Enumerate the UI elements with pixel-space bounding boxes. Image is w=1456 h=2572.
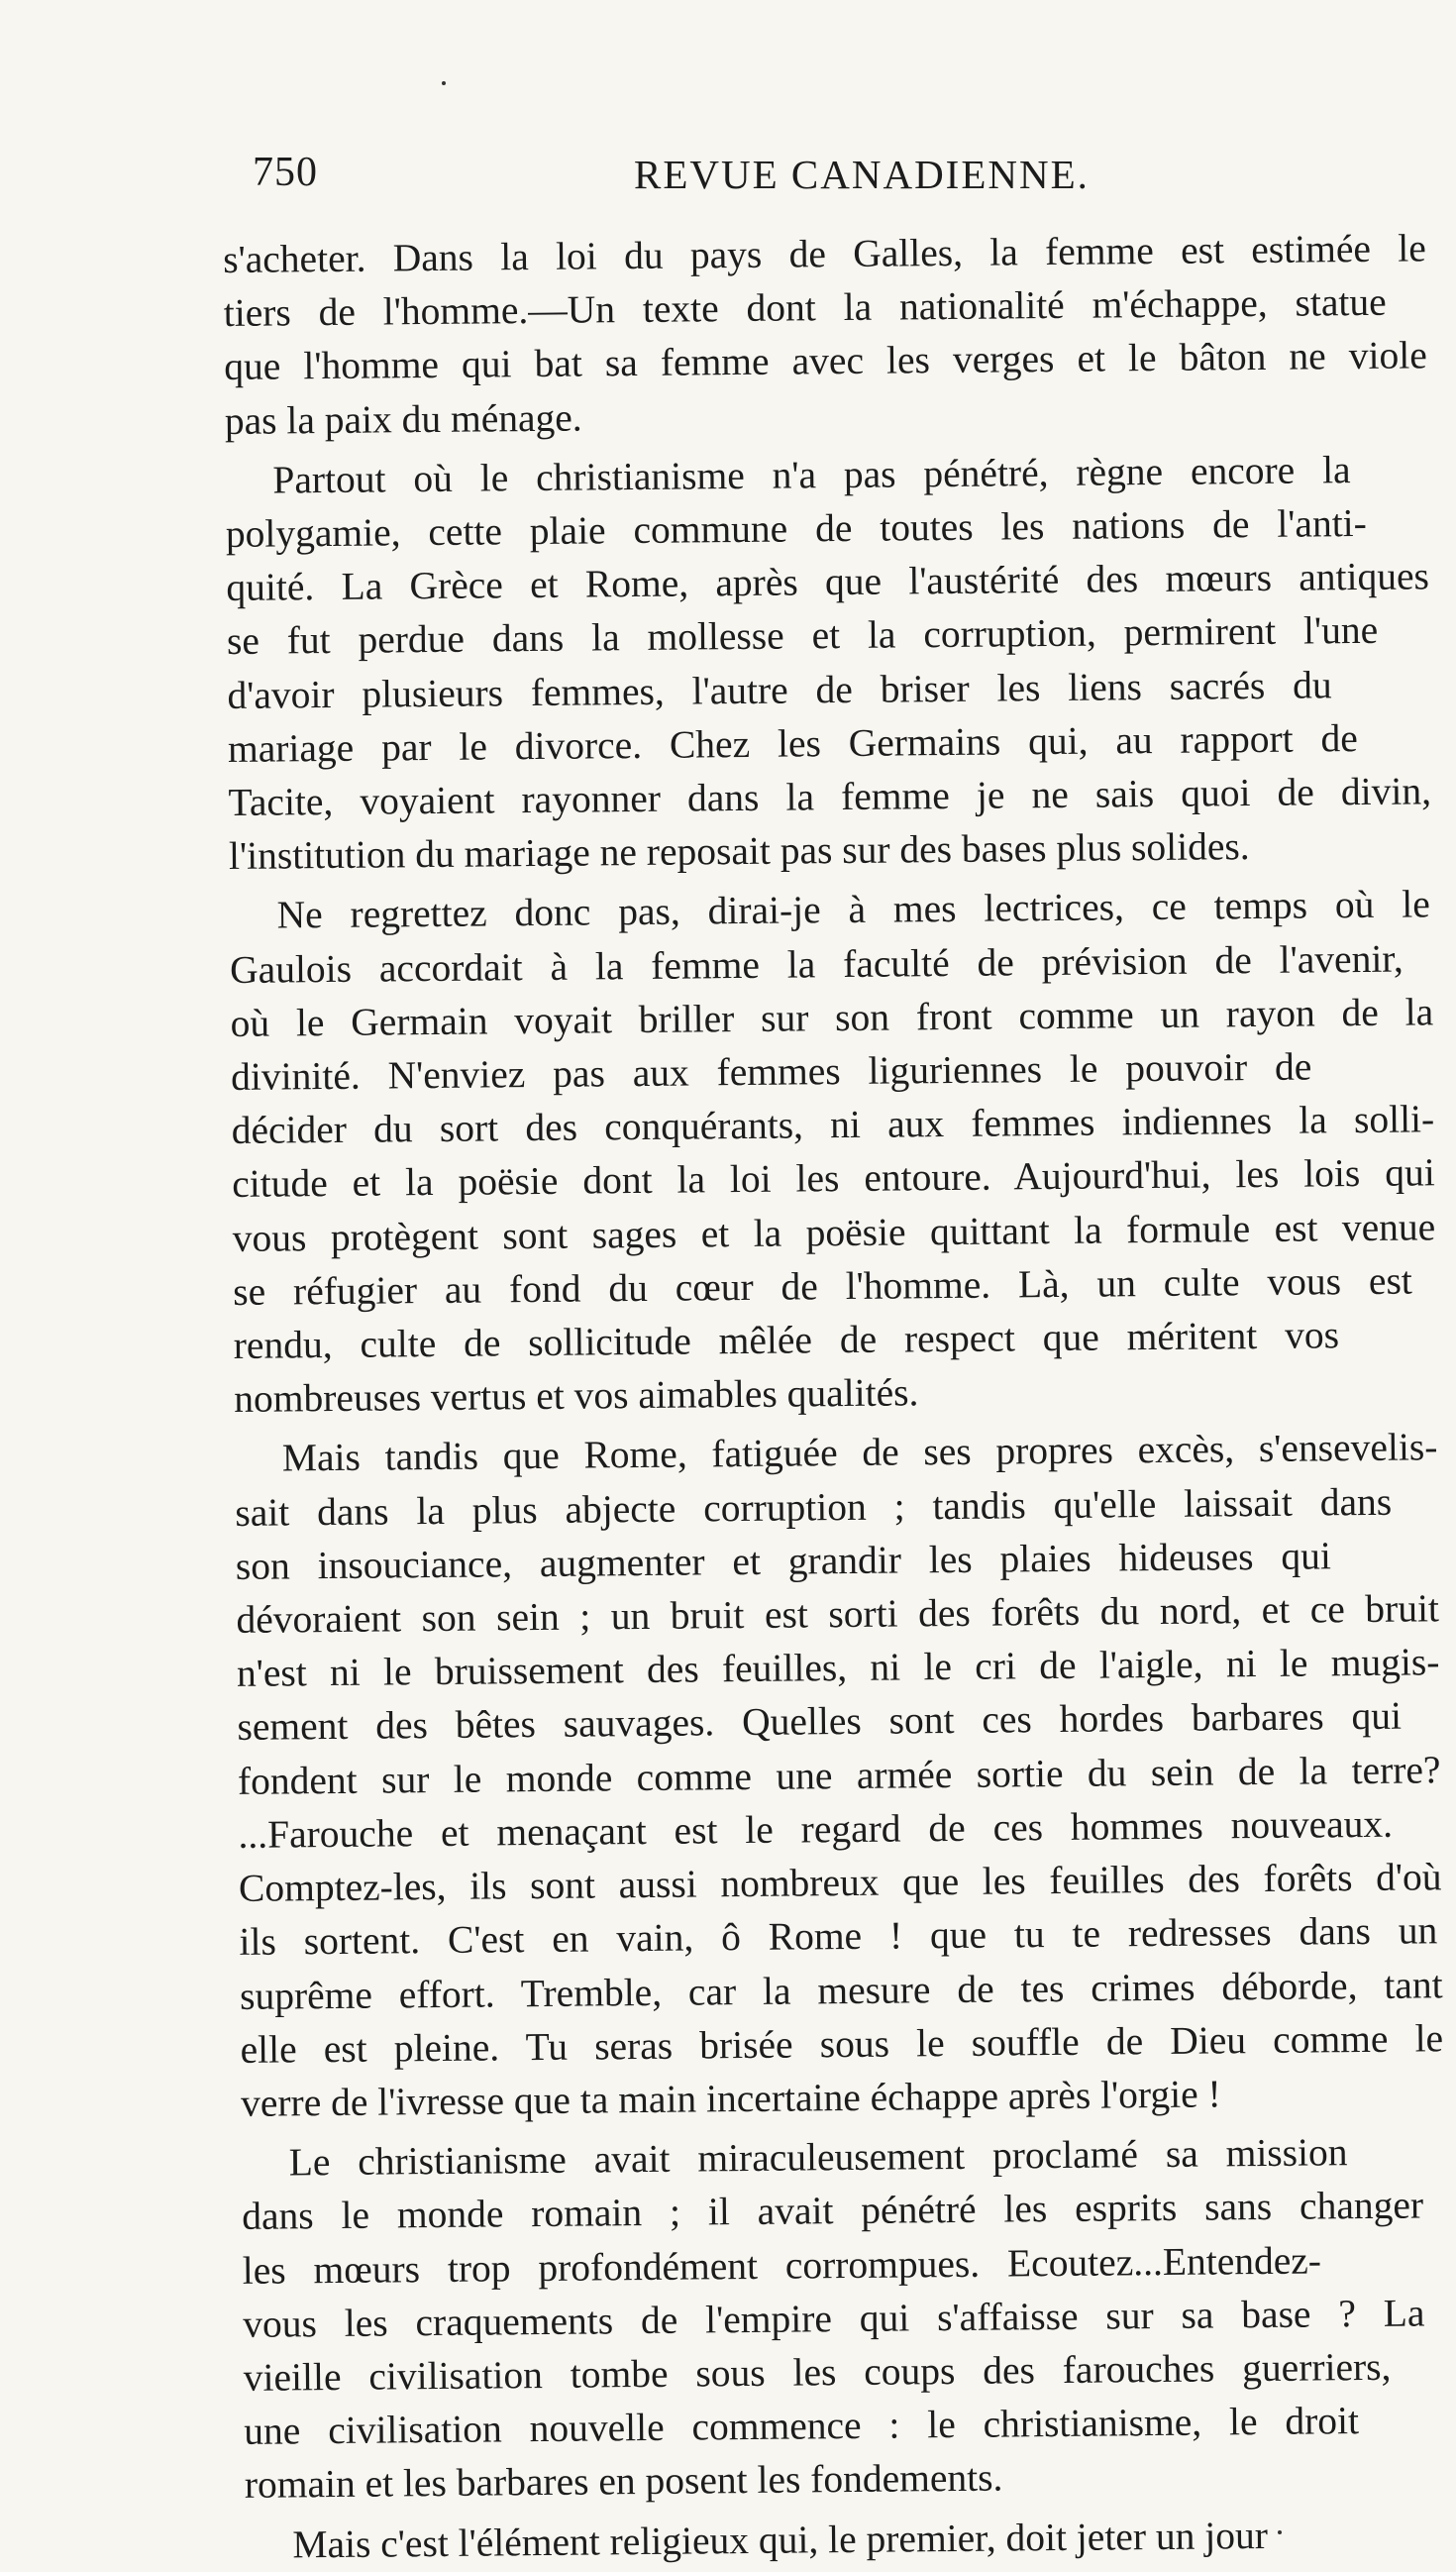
- text-line: quité. La Grèce et Rome, après que l'austérité des mœurs antiques: [226, 554, 1430, 610]
- text-line: verre de l'ivresse que ta main incertaine échappe après l'orgie !: [240, 2072, 1221, 2125]
- text-line: Le christianisme avait miraculeusement proclamé sa mission: [288, 2130, 1348, 2185]
- text-line: Mais tandis que Rome, fatiguée de ses propres excès, s'ensevelis-: [281, 1425, 1438, 1480]
- text-line: vous les craquements de l'empire qui s'affaisse sur sa base ? La: [243, 2291, 1425, 2346]
- text-line: vieille civilisation tombe sous les coups des farouches guerriers,: [243, 2344, 1392, 2400]
- page-header: [253, 149, 1104, 218]
- text-line: fondent sur le monde comme une armée sortie du sein de la terre?: [237, 1747, 1441, 1803]
- text-line: où le Germain voyait briller sur son front comme un rayon de la: [230, 990, 1434, 1045]
- text-line: n'est ni le bruissement des feuilles, ni le cri de l'aigle, ni le mugis-: [236, 1640, 1440, 1696]
- page-number: 750: [253, 150, 318, 195]
- paragraph: [223, 221, 1448, 448]
- text-line: Ne regrettez donc pas, dirai-je à mes lectrices, ce temps où le: [276, 882, 1430, 937]
- text-line: divinité. N'enviez pas aux femmes liguriennes le pouvoir de: [230, 1044, 1312, 1100]
- ink-speck: [442, 81, 446, 85]
- text-line: que l'homme qui bat sa femme avec les verges et le bâton ne viole: [224, 333, 1427, 389]
- text-line: sement des bêtes sauvages. Quelles sont ces hordes barbares qui: [237, 1694, 1403, 1750]
- text-line: d'avoir plusieurs femmes, l'autre de briser les liens sacrés du: [227, 662, 1332, 717]
- text-line: Gaulois accordait à la femme la faculté de prévision de l'avenir,: [229, 936, 1404, 992]
- text-line: vous protègent sont sages et la poësie quittant la formule est venue: [232, 1204, 1436, 1260]
- paragraph: [225, 442, 1452, 883]
- text-line: se réfugier au fond du cœur de l'homme. Là, un culte vous est: [233, 1258, 1412, 1314]
- text-line: Mais c'est l'élément religieux qui, le premier, doit jeter un jour: [292, 2513, 1269, 2566]
- text-line: romain et les barbares en posent les fondements.: [244, 2455, 1003, 2508]
- paragraph: [235, 1421, 1456, 2130]
- running-head: REVUE CANADIENNE.: [634, 152, 1090, 197]
- paragraph: [245, 2507, 1456, 2572]
- text-line: elle est pleine. Tu seras brisée sous le souffle de Dieu comme le: [240, 2015, 1444, 2072]
- text-line: nombreuses vertus et vos aimables qualités.: [234, 1370, 919, 1422]
- body-text: [223, 221, 1456, 2571]
- text-line: ils sortent. C'est en vain, ô Rome ! que tu te redresses dans un: [239, 1908, 1438, 1965]
- text-line: pas la paix du ménage.: [224, 395, 582, 443]
- text-line: s'acheter. Dans la loi du pays de Galles, la femme est estimée le: [223, 226, 1426, 281]
- text-line: Partout où le christianisme n'a pas pénétré, règne encore la: [272, 447, 1351, 502]
- text-line: se fut perdue dans la mollesse et la corruption, permirent l'une: [226, 608, 1379, 664]
- text-line: son insouciance, augmenter et grandir les plaies hideuses qui: [235, 1534, 1332, 1588]
- text-line: Comptez-les, ils sont aussi nombreux que les feuilles des forêts d'où: [238, 1855, 1442, 1911]
- text-line: suprême effort. Tremble, car la mesure de tes crimes déborde, tant: [239, 1962, 1443, 2018]
- text-line: rendu, culte de sollicitude mêlée de respect que méritent vos: [233, 1313, 1340, 1368]
- text-line: décider du sort des conquérants, ni aux femmes indiennes la solli-: [231, 1097, 1435, 1153]
- text-line: tiers de l'homme.—Un texte dont la nationalité m'échappe, statue: [223, 279, 1387, 336]
- text-line: mariage par le divorce. Chez les Germains qui, au rapport de: [227, 715, 1358, 771]
- text-line: Tacite, voyaient rayonner dans la femme je ne sais quoi de divin,: [228, 769, 1432, 825]
- text-line: dévoraient son sein ; un bruit est sorti des forêts du nord, et ce bruit: [236, 1586, 1440, 1643]
- text-line: dans le monde romain ; il avait pénétré les esprits sans changer: [242, 2183, 1424, 2239]
- text-line: polygamie, cette plaie commune de toutes les nations de l'anti-: [225, 500, 1368, 557]
- text-line: les mœurs trop profondément corrompues. Ecoutez...Entendez-: [242, 2237, 1322, 2293]
- text-line: citude et la poësie dont la loi les entoure. Aujourd'hui, les lois qui: [232, 1150, 1435, 1207]
- paragraph: [229, 878, 1456, 1427]
- text-line: sait dans la plus abjecte corruption ; tandis qu'elle laissait dans: [235, 1479, 1393, 1535]
- text-line: une civilisation nouvelle commence : le christianisme, le droit: [244, 2399, 1360, 2454]
- text-line: ...Farouche et menaçant est le regard de ces hommes nouveaux.: [238, 1801, 1394, 1857]
- paragraph: [241, 2124, 1456, 2512]
- text-line: l'institution du mariage ne reposait pas sur des bases plus solides.: [228, 824, 1250, 879]
